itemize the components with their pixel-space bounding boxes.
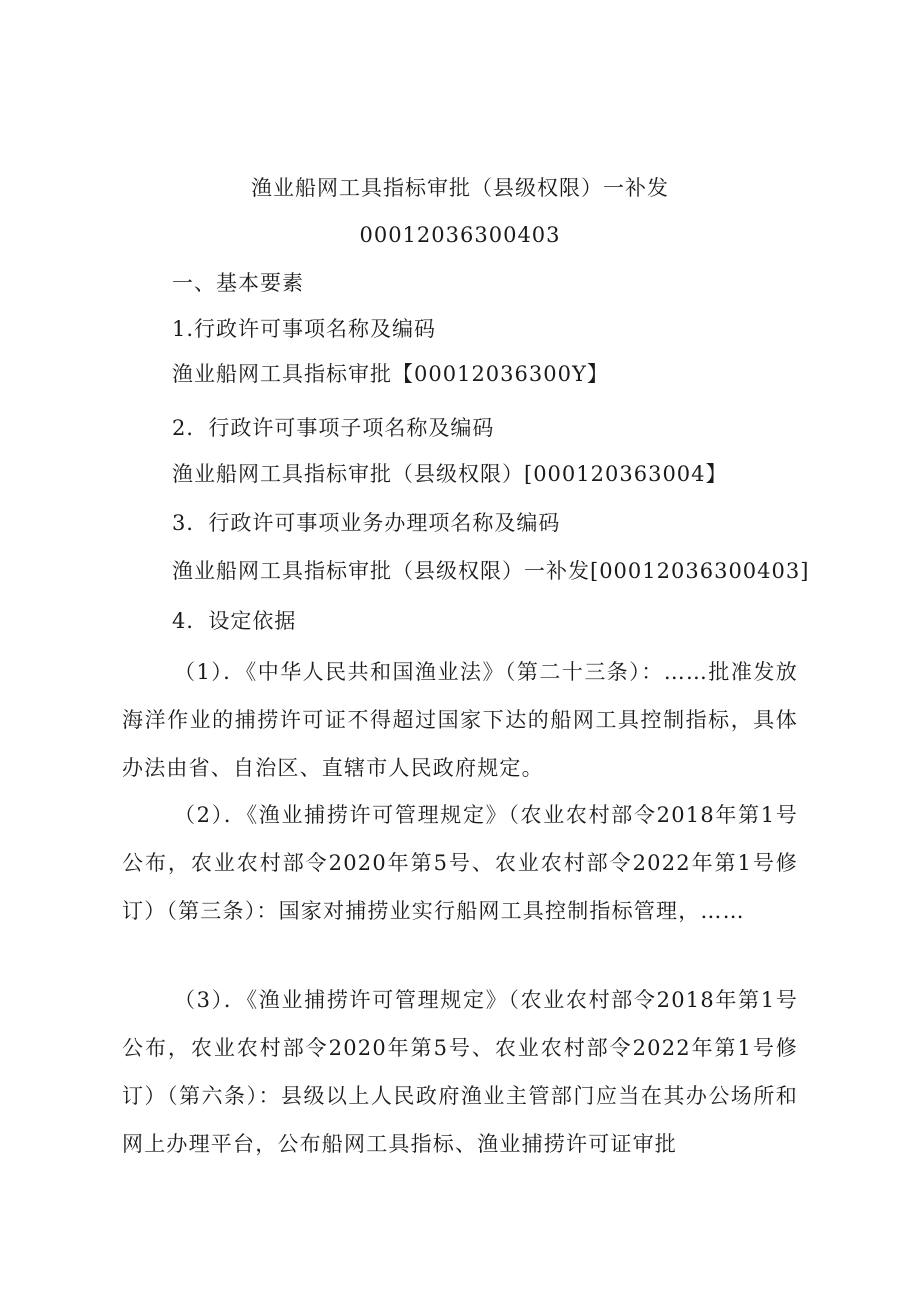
basis-paragraph-2: （2）．《渔业捕捞许可管理规定》（农业农村部令2018年第1号公布，农业农村部令2020年第5号、农业农村部令2022年第1号修订）（第三条）：国家对捕捞业实行船网工具控制指标管理，…… (122, 803, 798, 923)
item-2-heading: 2．行政许可事项子项名称及编码 (172, 416, 495, 440)
document-code: 00012036300403 (359, 223, 561, 247)
item-3-heading: 3．行政许可事项业务办理项名称及编码 (172, 511, 561, 535)
item-1-value: 渔业船网工具指标审批【00012036300Y】 (172, 362, 609, 386)
section-heading-basic-elements: 一、基本要素 (172, 271, 304, 295)
item-4-heading: 4．设定依据 (172, 609, 297, 633)
basis-paragraph-1: （1）．《中华人民共和国渔业法》（第二十三条）：……批准发放海洋作业的捕捞许可证不得超过国家下达的船网工具控制指标，具体办法由省、自治区、直辖市人民政府规定。 (122, 660, 798, 780)
item-1-heading: 1.行政许可事项名称及编码 (172, 317, 437, 341)
item-3-value: 渔业船网工具指标审批（县级权限）一补发[00012036300403] (172, 559, 810, 583)
document-title: 渔业船网工具指标审批（县级权限）一补发 (251, 176, 669, 200)
item-2-value: 渔业船网工具指标审批（县级权限）[000120363004】 (172, 462, 728, 486)
basis-paragraph-3: （3）．《渔业捕捞许可管理规定》（农业农村部令2018年第1号公布，农业农村部令2020年第5号、农业农村部令2022年第1号修订）（第六条）：县级以上人民政府渔业主管部门应当在其办公场所和网上办理平台，公布船网工具指标、渔业捕捞许可证审批 (122, 988, 798, 1156)
